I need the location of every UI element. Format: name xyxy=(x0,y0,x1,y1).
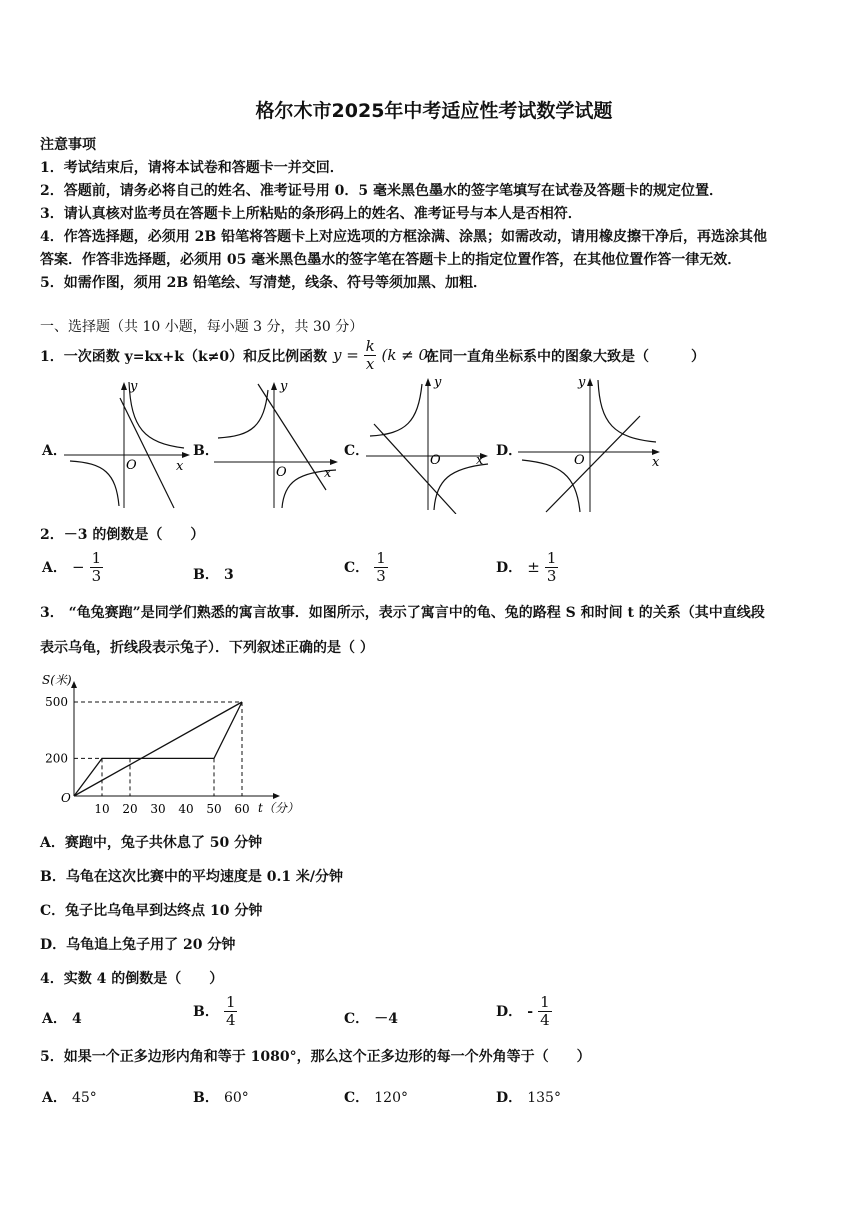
x-tick-label: 10 xyxy=(94,802,110,816)
q2-option-b-label: B． xyxy=(193,567,219,583)
q3-stem-line1: 3． “龟兔赛跑”是同学们熟悉的寓言故事．如图所示，表示了寓言中的龟、兔的路程 S 和时间 t 的关系（其中直线段 xyxy=(40,605,765,621)
q1-option-d-label: D． xyxy=(496,443,523,459)
q1-option-c-label: C． xyxy=(344,443,370,459)
race-chart xyxy=(30,664,300,824)
origin-label: O xyxy=(430,453,441,468)
q2-option-c-fraction xyxy=(374,550,388,585)
frac-num: 1 xyxy=(540,993,550,1011)
q2-option-a-label: A． xyxy=(42,560,67,576)
x-tick-label: 40 xyxy=(178,802,194,816)
origin-label: O xyxy=(276,465,287,480)
q1-option-a-label: A． xyxy=(42,443,67,459)
q1-graph-c xyxy=(366,374,496,514)
q1-frac-den: x xyxy=(365,355,375,373)
q4-option-c-value: －4 xyxy=(374,1011,398,1027)
q5-option-c-label: C． xyxy=(344,1090,370,1106)
q2-option-a[interactable] xyxy=(42,550,103,585)
q5-option-c[interactable] xyxy=(344,1087,408,1107)
frac-den: 3 xyxy=(546,567,557,585)
q2-option-d-label: D． xyxy=(496,560,523,576)
frac-den: 3 xyxy=(376,567,386,585)
q2-option-c-label: C． xyxy=(344,560,370,576)
x-tick-label: 30 xyxy=(150,802,166,816)
q5-option-a[interactable] xyxy=(42,1087,97,1107)
chart-ylabel: S(米) xyxy=(42,673,72,687)
q5-option-d-label: D． xyxy=(496,1090,523,1106)
frac-num: 1 xyxy=(546,549,557,567)
page-title: 格尔木市2025年中考适应性考试数学试题 xyxy=(255,100,613,122)
q1-graph-d xyxy=(518,374,668,516)
frac-num: 1 xyxy=(376,549,386,567)
q1-frac-num: k xyxy=(365,337,375,355)
y-tick-label: 500 xyxy=(45,695,68,709)
q4-option-b[interactable] xyxy=(193,994,237,1029)
q4-option-b-label: B． xyxy=(193,1004,219,1020)
q4-option-d-label: D． xyxy=(496,1004,523,1020)
q2-option-b[interactable] xyxy=(193,564,234,584)
y-axis-label: y xyxy=(434,375,442,390)
frac-den: 3 xyxy=(91,567,102,585)
q5-option-b[interactable] xyxy=(193,1087,249,1107)
q4-option-d-sign: - xyxy=(527,1004,534,1020)
q1-stem-prefix: 1．一次函数 y=kx+k（k≠0）和反比例函数 xyxy=(40,349,328,365)
chart-origin: O xyxy=(61,791,71,805)
q2-option-d[interactable] xyxy=(496,550,558,585)
q3-option-a[interactable]: A．赛跑中，兔子共休息了 50 分钟 xyxy=(40,835,263,851)
q4-option-a[interactable] xyxy=(42,1008,82,1028)
origin-label: O xyxy=(574,453,585,468)
q1-graph-b xyxy=(214,378,344,510)
chart-xlabel: t（分） xyxy=(258,801,299,815)
notice-item: 5．如需作图，须用 2B 铅笔绘、写清楚，线条、符号等须加黑、加粗． xyxy=(40,275,488,291)
x-tick-label: 60 xyxy=(234,802,250,816)
x-axis-label: x xyxy=(324,466,332,481)
q1-condition: (k ≠ 0) xyxy=(381,346,434,364)
q5-option-b-label: B． xyxy=(193,1090,219,1106)
notice-item: 2．答题前，请务必将自己的姓名、准考证号用 0．5 毫米黑色墨水的签字笔填写在试卷及答题卡的规定位置． xyxy=(40,183,723,199)
q2-option-b-value: 3 xyxy=(223,567,234,583)
q2-option-d-sign: ± xyxy=(527,558,540,576)
notice-heading: 注意事项 xyxy=(40,137,96,153)
q2-option-d-fraction xyxy=(545,550,559,585)
frac-num: 1 xyxy=(91,549,102,567)
q5-option-d-value: 135° xyxy=(527,1090,561,1106)
q5-option-b-value: 60° xyxy=(223,1090,249,1106)
y-tick-label: 200 xyxy=(45,751,68,766)
x-axis-label: x xyxy=(652,455,660,470)
origin-label: O xyxy=(126,458,137,473)
frac-den: 4 xyxy=(225,1011,236,1029)
x-axis-label: x xyxy=(176,459,184,474)
q4-option-c-label: C． xyxy=(344,1011,370,1027)
q5-option-d[interactable] xyxy=(496,1087,561,1107)
y-axis-label: y xyxy=(280,379,288,394)
q2-option-c[interactable] xyxy=(344,550,388,585)
notice-item: 4．作答选择题，必须用 2B 铅笔将答题卡上对应选项的方框涂满、涂黑；如需改动，请用橡皮擦干净后，再选涂其他 xyxy=(40,229,768,245)
q2-stem: 2．－3 的倒数是（ ） xyxy=(40,527,205,543)
series-line-tortoise xyxy=(74,702,242,796)
notice-item: 1．考试结束后，请将本试卷和答题卡一并交回． xyxy=(40,160,344,176)
q1-stem-suffix: 在同一直角坐标系中的图象大致是（ ） xyxy=(425,349,705,365)
q1-option-b-label: B． xyxy=(193,443,219,459)
q4-option-d[interactable] xyxy=(496,994,552,1029)
q4-option-c[interactable] xyxy=(344,1008,398,1028)
q3-option-d[interactable]: D．乌龟追上兔子用了 20 分钟 xyxy=(40,937,236,953)
q4-option-d-fraction xyxy=(538,994,552,1029)
q5-option-a-value: 45° xyxy=(71,1090,97,1106)
y-axis-label: y xyxy=(130,379,138,394)
q1-fraction xyxy=(364,338,376,373)
q3-option-b[interactable]: B．乌龟在这次比赛中的平均速度是 0.1 米/分钟 xyxy=(40,869,344,885)
x-axis-label: x xyxy=(476,453,484,468)
q2-option-a-fraction xyxy=(90,550,104,585)
q3-stem-line2: 表示乌龟，折线段表示兔子）．下列叙述正确的是（ ） xyxy=(40,640,374,656)
q4-option-a-label: A． xyxy=(42,1011,67,1027)
q5-option-c-value: 120° xyxy=(374,1090,408,1106)
frac-den: 4 xyxy=(540,1011,550,1029)
q5-stem: 5．如果一个正多边形内角和等于 1080°，那么这个正多边形的每一个外角等于（ ） xyxy=(40,1049,591,1065)
y-axis-label: y xyxy=(578,375,586,390)
notice-item: 答案．作答非选择题，必须用 05 毫米黑色墨水的签字笔在答题卡上的指定位置作答，在其他位置作答一律无效． xyxy=(40,252,742,268)
q4-option-b-fraction xyxy=(224,994,238,1029)
q1-graph-a xyxy=(64,378,192,510)
q5-option-a-label: A． xyxy=(42,1090,67,1106)
section-heading: 一、选择题（共 10 小题，每小题 3 分，共 30 分） xyxy=(40,319,364,335)
x-tick-label: 50 xyxy=(206,802,222,816)
q1-y-eq: y = xyxy=(333,346,359,364)
q1-formula xyxy=(333,338,434,373)
q4-stem: 4．实数 4 的倒数是（ ） xyxy=(40,971,224,987)
q2-option-a-sign: − xyxy=(71,558,85,576)
frac-num: 1 xyxy=(225,993,236,1011)
x-tick-label: 20 xyxy=(122,802,138,816)
notice-item: 3．请认真核对监考员在答题卡上所粘贴的条形码上的姓名、准考证号与本人是否相符． xyxy=(40,206,582,222)
q4-option-a-value: 4 xyxy=(71,1011,82,1027)
q3-option-c[interactable]: C．兔子比乌龟早到达终点 10 分钟 xyxy=(40,903,263,919)
